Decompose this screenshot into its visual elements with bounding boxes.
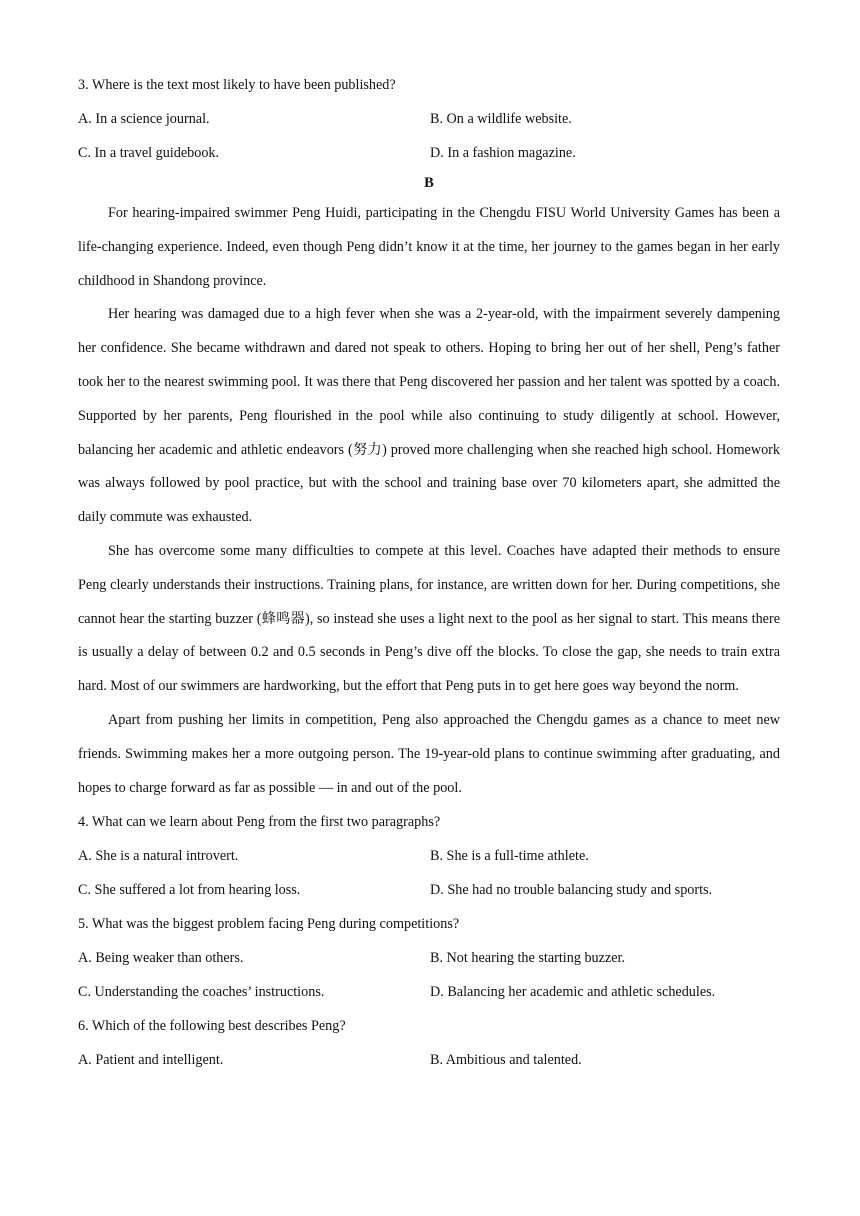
question-5-option-d[interactable]: D. Balancing her academic and athletic schedules. xyxy=(430,984,716,1001)
question-3-stem: 3. Where is the text most likely to have been published? xyxy=(78,77,396,93)
question-6-option-b[interactable]: B. Ambitious and talented. xyxy=(430,1052,582,1069)
question-4-options-row-2 xyxy=(78,873,780,907)
question-4-option-b[interactable]: B. She is a full-time athlete. xyxy=(430,848,589,865)
question-3-option-a[interactable]: A. In a science journal. xyxy=(78,111,210,127)
question-4-option-c[interactable]: C. She suffered a lot from hearing loss. xyxy=(78,882,301,899)
question-4-option-d[interactable]: D. She had no trouble balancing study and sports. xyxy=(430,882,713,899)
question-4-option-a[interactable]: A. She is a natural introvert. xyxy=(78,848,239,865)
question-3-option-d[interactable]: D. In a fashion magazine. xyxy=(430,145,576,161)
question-3-options-row-1 xyxy=(78,102,780,136)
question-4-options-row-1 xyxy=(78,839,780,873)
document-page xyxy=(78,68,780,1077)
passage-paragraph-1: For hearing-impaired swimmer Peng Huidi, participating in the Chengdu FISU World University Games has been a life-changing experience. Indeed, even though Peng didn’t know it at the time, her journey to the games began in her early childhood in Shandong province. xyxy=(78,205,780,289)
question-5-stem: 5. What was the biggest problem facing Peng during competitions? xyxy=(78,916,460,933)
question-5-option-b[interactable]: B. Not hearing the starting buzzer. xyxy=(430,950,626,967)
question-6-option-a[interactable]: A. Patient and intelligent. xyxy=(78,1052,224,1069)
question-4-stem: 4. What can we learn about Peng from the first two paragraphs? xyxy=(78,814,441,831)
question-5-option-a[interactable]: A. Being weaker than others. xyxy=(78,950,244,967)
question-5-option-c[interactable]: C. Understanding the coaches’ instructions. xyxy=(78,984,325,1001)
question-5-options-row-2 xyxy=(78,975,780,1009)
question-3-option-b[interactable]: B. On a wildlife website. xyxy=(430,111,572,127)
passage-paragraph-3: She has overcome some many difficulties to compete at this level. Coaches have adapted their methods to ensure Peng clearly understands their instructions. Training plans, for instance, are written down for her. During competitions, she cannot hear the starting buzzer (蜂鸣器), so instead she uses a light next to the pool as her signal to start. This means there is usually a delay of between 0.2 and 0.5 seconds in Peng’s dive off the blocks. To close the gap, she needs to train extra hard. Most of our swimmers are hardworking, but the effort that Peng puts in to get here goes way beyond the norm. xyxy=(78,542,780,695)
question-6-stem: 6. Which of the following best describes Peng? xyxy=(78,1018,346,1035)
question-3-options-row-2 xyxy=(78,136,780,170)
question-5-options-row-1 xyxy=(78,941,780,975)
passage-paragraph-4: Apart from pushing her limits in competition, Peng also approached the Chengdu games as a chance to meet new friends. Swimming makes her a more outgoing person. The 19-year-old plans to continue swimming after graduating, and hopes to charge forward as far as possible — in and out of the pool. xyxy=(78,711,780,796)
passage-paragraph-2: Her hearing was damaged due to a high fever when she was a 2-year-old, with the impairment severely dampening her confidence. She became withdrawn and dared not speak to others. Hoping to bring her out of her shell, Peng’s father took her to the nearest swimming pool. It was there that Peng discovered her passion and her talent was spotted by a coach. Supported by her parents, Peng flourished in the pool while also continuing to study diligently at school. However, balancing her academic and athletic endeavors (努力) proved more challenging when she reached high school. Homework was always followed by pool practice, but with the school and training base over 70 kilometers apart, she admitted the daily commute was exhausted. xyxy=(78,306,780,526)
question-6-options-row-1 xyxy=(78,1043,780,1077)
section-heading: B xyxy=(424,175,434,191)
question-3-option-c[interactable]: C. In a travel guidebook. xyxy=(78,145,220,161)
